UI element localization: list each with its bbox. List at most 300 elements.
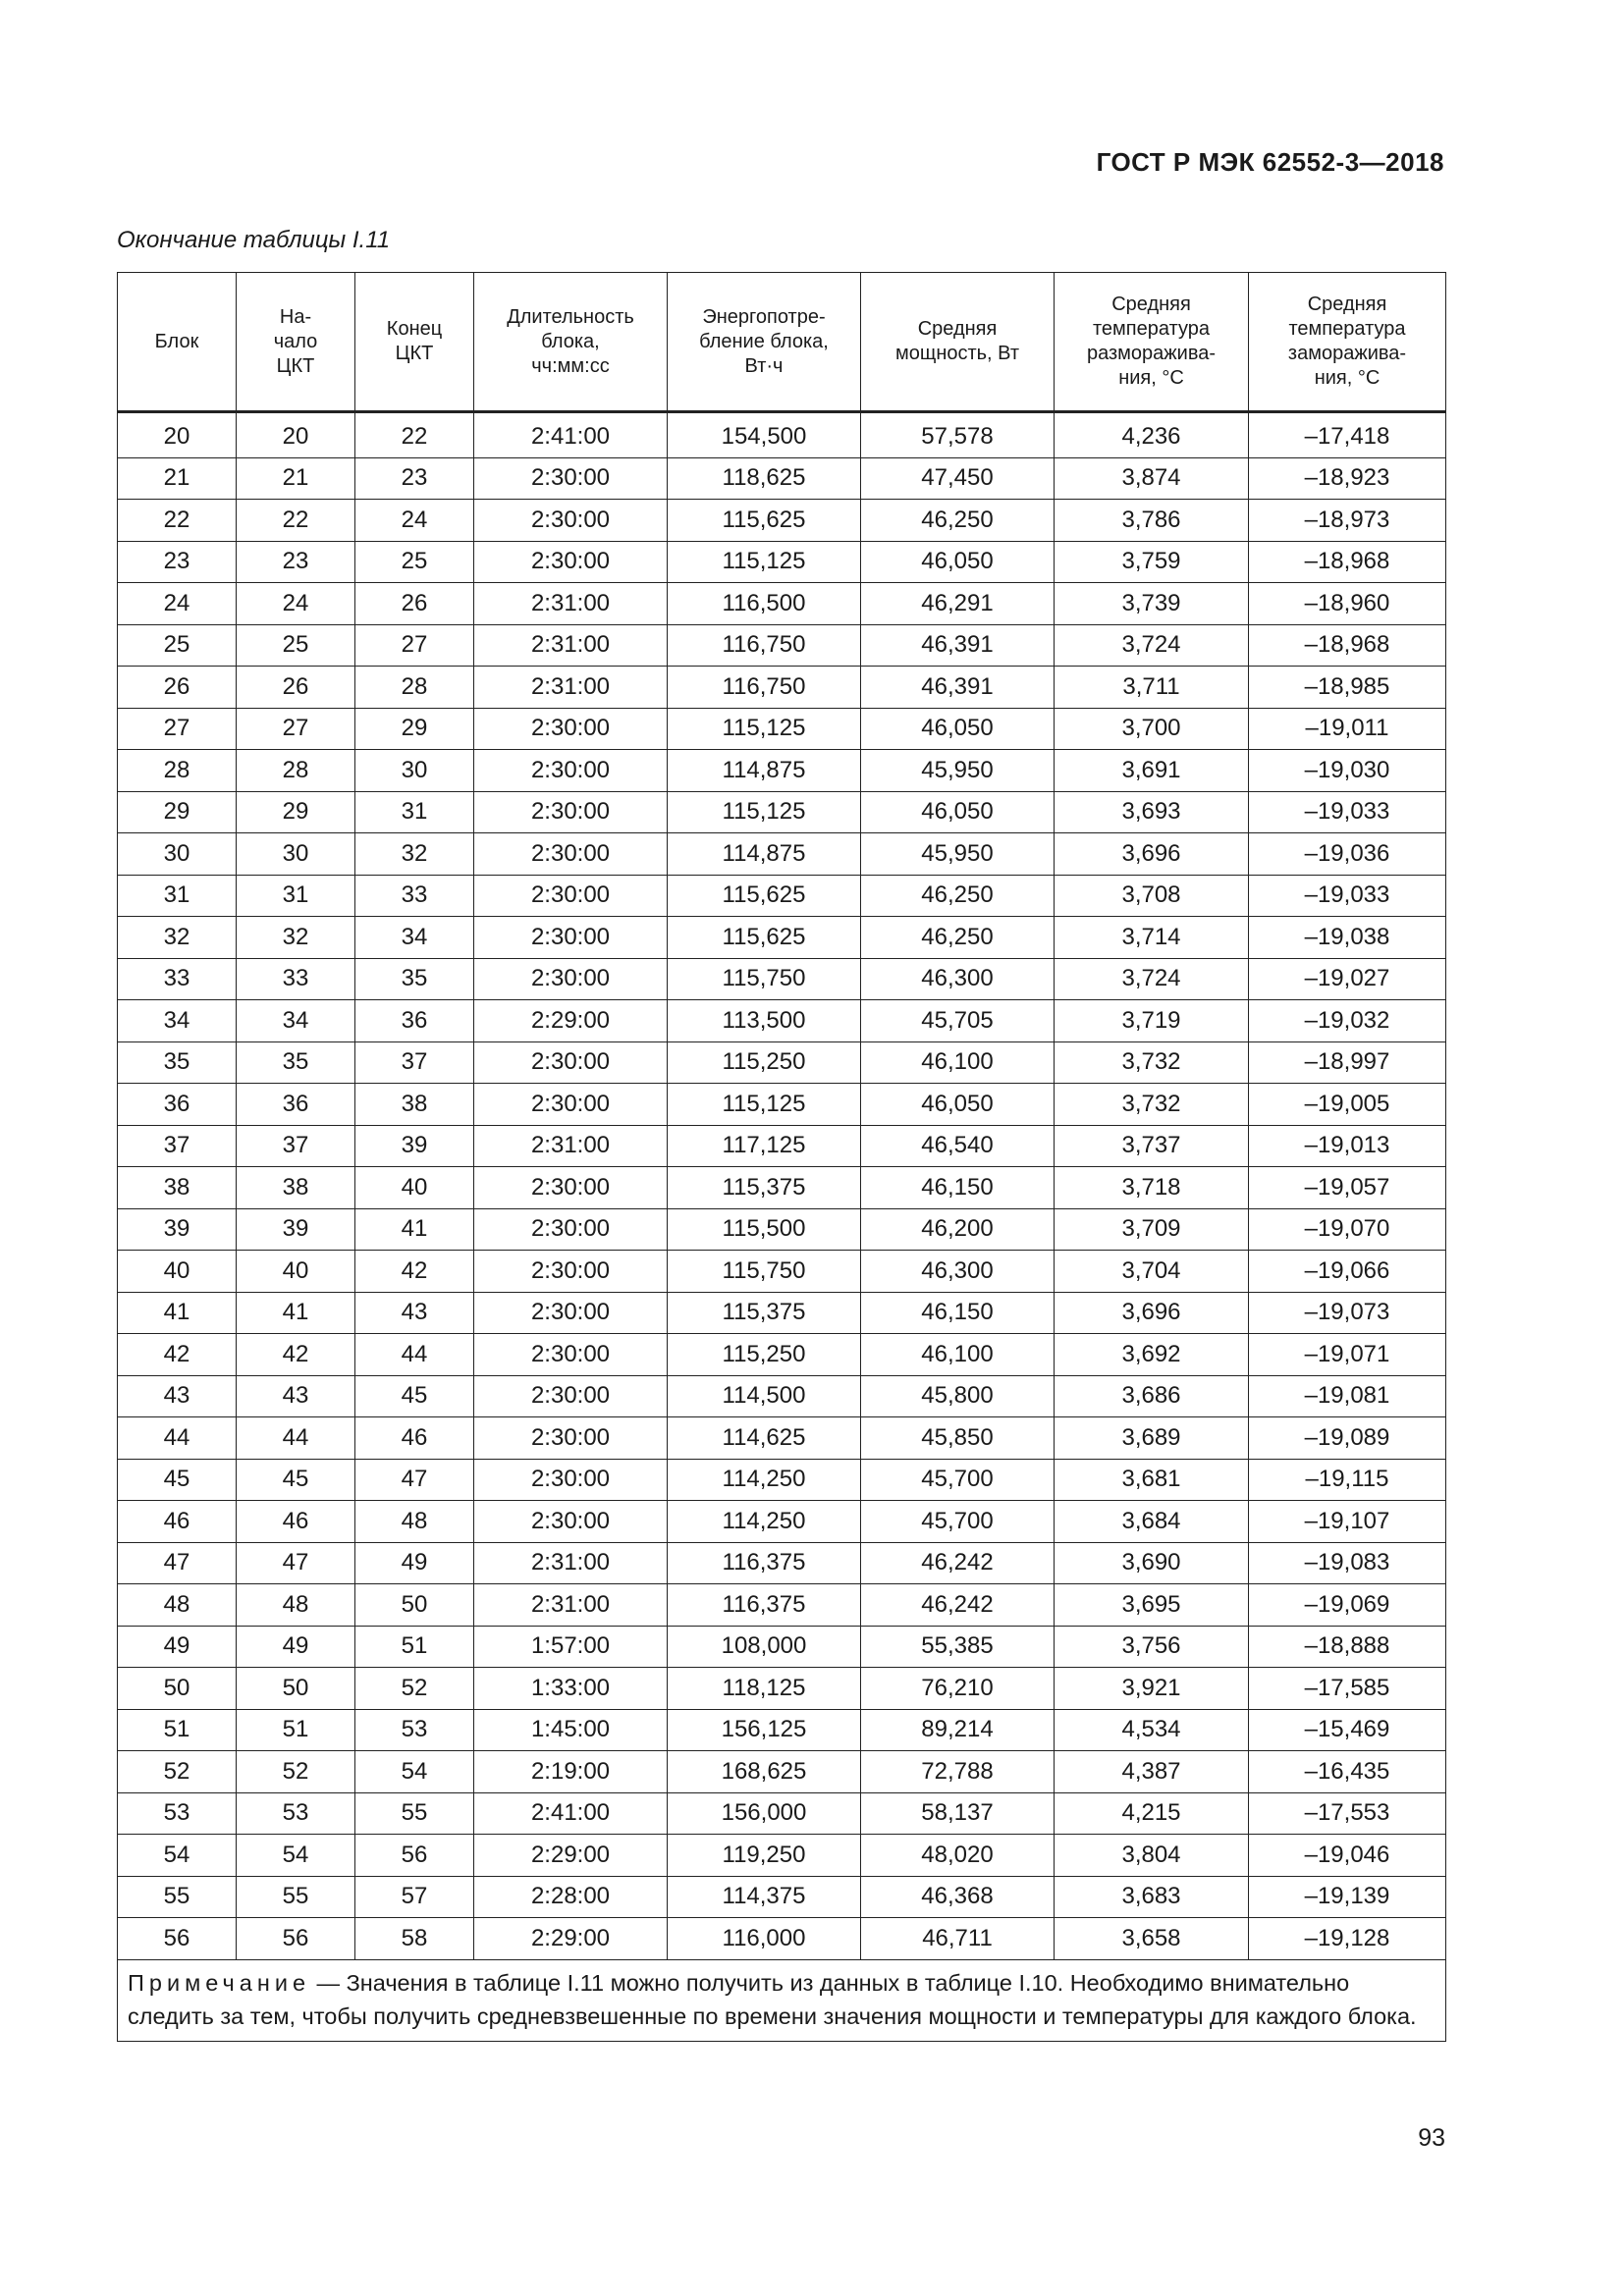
table-cell: 56 <box>355 1835 474 1877</box>
table-cell: 45 <box>118 1459 237 1501</box>
table-cell: 39 <box>118 1208 237 1251</box>
table-cell: 2:30:00 <box>474 708 668 750</box>
table-cell: 50 <box>237 1668 355 1710</box>
table-cell: 3,692 <box>1055 1334 1249 1376</box>
table-cell: 2:30:00 <box>474 1417 668 1460</box>
table-cell: 40 <box>118 1251 237 1293</box>
table-cell: 37 <box>355 1041 474 1084</box>
table-cell: 27 <box>355 624 474 667</box>
table-cell: 24 <box>118 583 237 625</box>
table-cell: 37 <box>118 1125 237 1167</box>
table-cell: 2:30:00 <box>474 457 668 500</box>
table-cell: 43 <box>355 1292 474 1334</box>
table-cell: 3,709 <box>1055 1208 1249 1251</box>
table-cell: 2:41:00 <box>474 412 668 458</box>
table-cell: 1:45:00 <box>474 1709 668 1751</box>
table-cell: 3,683 <box>1055 1876 1249 1918</box>
table-cell: –19,073 <box>1249 1292 1446 1334</box>
table-cell: –19,013 <box>1249 1125 1446 1167</box>
table-row <box>118 624 1446 667</box>
table-cell: 49 <box>237 1626 355 1668</box>
table-cell: 36 <box>355 1000 474 1042</box>
table-cell: 2:30:00 <box>474 1459 668 1501</box>
table-cell: 29 <box>355 708 474 750</box>
table-row <box>118 1751 1446 1793</box>
table-cell: 52 <box>237 1751 355 1793</box>
table-cell: 41 <box>355 1208 474 1251</box>
table-cell: 46,100 <box>861 1334 1055 1376</box>
table-cell: 51 <box>118 1709 237 1751</box>
table-row <box>118 750 1446 792</box>
table-cell: –18,973 <box>1249 500 1446 542</box>
table-cell: –19,030 <box>1249 750 1446 792</box>
table-cell: 3,739 <box>1055 583 1249 625</box>
table-cell: 52 <box>118 1751 237 1793</box>
table-cell: 50 <box>355 1584 474 1627</box>
table-cell: 2:30:00 <box>474 1292 668 1334</box>
table-cell: 39 <box>355 1125 474 1167</box>
table-cell: 33 <box>237 958 355 1000</box>
table-cell: 3,804 <box>1055 1835 1249 1877</box>
table-cell: 28 <box>355 667 474 709</box>
table-cell: 25 <box>118 624 237 667</box>
note-text: — Значения в таблице I.11 можно получить из данных в таблице I.10. Необходимо внимательно следить за тем, чтобы получить средневзвешенные по времени значения мощности и температуры для каждого блока. <box>128 1969 1417 2029</box>
table-row <box>118 1084 1446 1126</box>
table-cell: 115,625 <box>668 500 861 542</box>
table-cell: –17,553 <box>1249 1792 1446 1835</box>
table-header <box>118 273 1446 412</box>
table-cell: 40 <box>237 1251 355 1293</box>
table-cell: 56 <box>118 1918 237 1960</box>
table-cell: –19,083 <box>1249 1542 1446 1584</box>
table-row <box>118 791 1446 833</box>
table-cell: 45,800 <box>861 1375 1055 1417</box>
table-row <box>118 1375 1446 1417</box>
table-cell: 49 <box>118 1626 237 1668</box>
table-cell: 46,368 <box>861 1876 1055 1918</box>
table-cell: 2:31:00 <box>474 624 668 667</box>
table-cell: 115,625 <box>668 917 861 959</box>
table-cell: 57,578 <box>861 412 1055 458</box>
table-cell: 31 <box>237 875 355 917</box>
table-cell: 4,215 <box>1055 1792 1249 1835</box>
table-cell: 44 <box>118 1417 237 1460</box>
table-cell: 2:30:00 <box>474 875 668 917</box>
table-cell: 3,874 <box>1055 457 1249 500</box>
data-table <box>117 272 1446 2042</box>
note-row <box>118 1959 1446 2041</box>
table-row <box>118 958 1446 1000</box>
table-cell: 115,250 <box>668 1041 861 1084</box>
table-cell: 58,137 <box>861 1792 1055 1835</box>
table-row <box>118 583 1446 625</box>
table-cell: 24 <box>355 500 474 542</box>
table-cell: 57 <box>355 1876 474 1918</box>
table-cell: 3,732 <box>1055 1084 1249 1126</box>
table-cell: 3,756 <box>1055 1626 1249 1668</box>
table-row <box>118 875 1446 917</box>
table-row <box>118 708 1446 750</box>
table-cell: 42 <box>118 1334 237 1376</box>
table-cell: 22 <box>355 412 474 458</box>
table-cell: 29 <box>118 791 237 833</box>
table-cell: 115,250 <box>668 1334 861 1376</box>
table-row <box>118 1292 1446 1334</box>
table-cell: –18,985 <box>1249 667 1446 709</box>
table-cell: 23 <box>118 541 237 583</box>
table-cell: –18,997 <box>1249 1041 1446 1084</box>
table-row <box>118 457 1446 500</box>
table-row <box>118 1876 1446 1918</box>
table-cell: 35 <box>237 1041 355 1084</box>
table-caption: Окончание таблицы I.11 <box>117 227 391 253</box>
table-row <box>118 1835 1446 1877</box>
table-cell: 53 <box>237 1792 355 1835</box>
table-cell: –19,128 <box>1249 1918 1446 1960</box>
table-cell: 55 <box>118 1876 237 1918</box>
table-cell: 42 <box>237 1334 355 1376</box>
table-cell: 44 <box>355 1334 474 1376</box>
table-cell: 2:30:00 <box>474 1251 668 1293</box>
table-cell: 2:19:00 <box>474 1751 668 1793</box>
table-row <box>118 1208 1446 1251</box>
table-cell: 28 <box>118 750 237 792</box>
table-cell: 46,050 <box>861 1084 1055 1126</box>
table-cell: 33 <box>355 875 474 917</box>
table-cell: 3,759 <box>1055 541 1249 583</box>
table-cell: 115,125 <box>668 708 861 750</box>
table-cell: 3,737 <box>1055 1125 1249 1167</box>
table-cell: 168,625 <box>668 1751 861 1793</box>
table-row <box>118 1501 1446 1543</box>
table-cell: 2:30:00 <box>474 833 668 876</box>
table-cell: 3,691 <box>1055 750 1249 792</box>
table-cell: 31 <box>355 791 474 833</box>
table-cell: –19,027 <box>1249 958 1446 1000</box>
table-row <box>118 917 1446 959</box>
table-cell: 46,050 <box>861 791 1055 833</box>
table-cell: 3,658 <box>1055 1918 1249 1960</box>
table-cell: 24 <box>237 583 355 625</box>
table-cell: 4,534 <box>1055 1709 1249 1751</box>
table-cell: 34 <box>237 1000 355 1042</box>
table-cell: 38 <box>355 1084 474 1126</box>
table-cell: 3,696 <box>1055 833 1249 876</box>
table-cell: 108,000 <box>668 1626 861 1668</box>
table-cell: 46,250 <box>861 500 1055 542</box>
table-cell: 48 <box>355 1501 474 1543</box>
table-cell: 21 <box>237 457 355 500</box>
table-cell: 26 <box>355 583 474 625</box>
table-row <box>118 1459 1446 1501</box>
table-cell: 3,708 <box>1055 875 1249 917</box>
table-cell: 46,242 <box>861 1542 1055 1584</box>
table-cell: 2:30:00 <box>474 500 668 542</box>
table-body <box>118 412 1446 1960</box>
table-cell: –15,469 <box>1249 1709 1446 1751</box>
table-cell: 32 <box>355 833 474 876</box>
table-cell: 25 <box>237 624 355 667</box>
table-cell: 118,125 <box>668 1668 861 1710</box>
table-row <box>118 1542 1446 1584</box>
table-cell: –19,089 <box>1249 1417 1446 1460</box>
table-cell: 115,125 <box>668 1084 861 1126</box>
table-cell: 3,724 <box>1055 958 1249 1000</box>
table-cell: 1:33:00 <box>474 1668 668 1710</box>
table-cell: 3,693 <box>1055 791 1249 833</box>
table-cell: 46,050 <box>861 708 1055 750</box>
table-cell: 156,125 <box>668 1709 861 1751</box>
table-cell: 3,681 <box>1055 1459 1249 1501</box>
table-cell: 46,242 <box>861 1584 1055 1627</box>
table-cell: 3,700 <box>1055 708 1249 750</box>
table-cell: 2:30:00 <box>474 1167 668 1209</box>
table-cell: 32 <box>237 917 355 959</box>
table-cell: 46,391 <box>861 624 1055 667</box>
table-cell: –19,005 <box>1249 1084 1446 1126</box>
table-cell: 34 <box>118 1000 237 1042</box>
table-cell: 118,625 <box>668 457 861 500</box>
table-cell: –17,585 <box>1249 1668 1446 1710</box>
column-header: Конец ЦКТ <box>355 273 474 412</box>
table-cell: 46,291 <box>861 583 1055 625</box>
table-row <box>118 1251 1446 1293</box>
table-cell: 46,391 <box>861 667 1055 709</box>
table-cell: 46,200 <box>861 1208 1055 1251</box>
table-cell: –18,960 <box>1249 583 1446 625</box>
table-row <box>118 1125 1446 1167</box>
table-cell: 2:30:00 <box>474 1084 668 1126</box>
table-cell: 76,210 <box>861 1668 1055 1710</box>
table-cell: –19,066 <box>1249 1251 1446 1293</box>
table-cell: 51 <box>355 1626 474 1668</box>
table-cell: 35 <box>355 958 474 1000</box>
table-cell: 3,921 <box>1055 1668 1249 1710</box>
table-cell: 3,695 <box>1055 1584 1249 1627</box>
table-cell: 28 <box>237 750 355 792</box>
column-header: Блок <box>118 273 237 412</box>
table-cell: 114,875 <box>668 750 861 792</box>
table-cell: 30 <box>118 833 237 876</box>
table-cell: 46 <box>118 1501 237 1543</box>
table-row <box>118 1918 1446 1960</box>
table-cell: 46,100 <box>861 1041 1055 1084</box>
table-row <box>118 1334 1446 1376</box>
table-cell: –19,036 <box>1249 833 1446 876</box>
table-cell: 115,625 <box>668 875 861 917</box>
column-header: Средняя мощность, Вт <box>861 273 1055 412</box>
table-cell: 3,696 <box>1055 1292 1249 1334</box>
table-row <box>118 1167 1446 1209</box>
table-cell: 2:31:00 <box>474 1125 668 1167</box>
table-cell: 156,000 <box>668 1792 861 1835</box>
column-header: Энергопотре- бление блока, Вт·ч <box>668 273 861 412</box>
table-cell: 119,250 <box>668 1835 861 1877</box>
table-cell: 27 <box>237 708 355 750</box>
table-cell: 116,375 <box>668 1542 861 1584</box>
table-cell: 55 <box>355 1792 474 1835</box>
table-cell: –19,057 <box>1249 1167 1446 1209</box>
table-cell: 154,500 <box>668 412 861 458</box>
table-cell: 45,850 <box>861 1417 1055 1460</box>
table-cell: –19,139 <box>1249 1876 1446 1918</box>
table-cell: –19,115 <box>1249 1459 1446 1501</box>
table-cell: –19,011 <box>1249 708 1446 750</box>
table-cell: 37 <box>237 1125 355 1167</box>
document-header: ГОСТ Р МЭК 62552-3—2018 <box>1096 147 1444 177</box>
table-row <box>118 1668 1446 1710</box>
table-cell: 3,686 <box>1055 1375 1249 1417</box>
table-cell: –19,032 <box>1249 1000 1446 1042</box>
table-note <box>118 1959 1446 2041</box>
table-cell: 45,700 <box>861 1501 1055 1543</box>
table-cell: 115,375 <box>668 1167 861 1209</box>
table-cell: 55 <box>237 1876 355 1918</box>
table-cell: 23 <box>355 457 474 500</box>
table-cell: 20 <box>237 412 355 458</box>
table-cell: 48 <box>118 1584 237 1627</box>
table-cell: 1:57:00 <box>474 1626 668 1668</box>
table-cell: 26 <box>118 667 237 709</box>
table-cell: 2:30:00 <box>474 541 668 583</box>
table-cell: 46,711 <box>861 1918 1055 1960</box>
table-cell: –18,968 <box>1249 541 1446 583</box>
table-row <box>118 1626 1446 1668</box>
table-cell: 36 <box>237 1084 355 1126</box>
table-cell: 2:30:00 <box>474 1041 668 1084</box>
table-cell: 2:30:00 <box>474 1375 668 1417</box>
table-cell: 46,050 <box>861 541 1055 583</box>
table-cell: 115,500 <box>668 1208 861 1251</box>
table-row <box>118 1417 1446 1460</box>
table-cell: 43 <box>118 1375 237 1417</box>
table-cell: 33 <box>118 958 237 1000</box>
table-cell: 30 <box>237 833 355 876</box>
table-row <box>118 412 1446 458</box>
table-cell: –16,435 <box>1249 1751 1446 1793</box>
table-cell: 40 <box>355 1167 474 1209</box>
table-cell: 45,705 <box>861 1000 1055 1042</box>
table-cell: 35 <box>118 1041 237 1084</box>
table-cell: –18,923 <box>1249 457 1446 500</box>
table-cell: 27 <box>118 708 237 750</box>
table-cell: 114,375 <box>668 1876 861 1918</box>
table-cell: 115,125 <box>668 541 861 583</box>
table-cell: 3,718 <box>1055 1167 1249 1209</box>
table-cell: 55,385 <box>861 1626 1055 1668</box>
table-cell: 116,375 <box>668 1584 861 1627</box>
table-cell: 2:30:00 <box>474 791 668 833</box>
table-cell: 2:41:00 <box>474 1792 668 1835</box>
table-row <box>118 500 1446 542</box>
table-cell: 52 <box>355 1668 474 1710</box>
table-row <box>118 1709 1446 1751</box>
table-cell: 38 <box>237 1167 355 1209</box>
table-cell: 21 <box>118 457 237 500</box>
table-cell: –19,071 <box>1249 1334 1446 1376</box>
table-cell: 46,150 <box>861 1167 1055 1209</box>
table-cell: 114,875 <box>668 833 861 876</box>
table-cell: 56 <box>237 1918 355 1960</box>
table-cell: 23 <box>237 541 355 583</box>
table-row <box>118 1584 1446 1627</box>
table-row <box>118 1000 1446 1042</box>
table-cell: 46,250 <box>861 875 1055 917</box>
table-cell: 2:31:00 <box>474 667 668 709</box>
table-cell: –17,418 <box>1249 412 1446 458</box>
table-cell: 4,236 <box>1055 412 1249 458</box>
table-cell: 116,500 <box>668 583 861 625</box>
table-cell: 3,719 <box>1055 1000 1249 1042</box>
table-cell: –19,069 <box>1249 1584 1446 1627</box>
table-row <box>118 833 1446 876</box>
table-cell: 2:30:00 <box>474 1334 668 1376</box>
table-cell: 3,690 <box>1055 1542 1249 1584</box>
table-cell: 46,150 <box>861 1292 1055 1334</box>
table-cell: 3,684 <box>1055 1501 1249 1543</box>
table-cell: 45,700 <box>861 1459 1055 1501</box>
table-cell: –19,107 <box>1249 1501 1446 1543</box>
table-cell: 50 <box>118 1668 237 1710</box>
table-cell: –19,033 <box>1249 791 1446 833</box>
column-header: Средняя температура заморажива- ния, °C <box>1249 273 1446 412</box>
table-cell: 2:30:00 <box>474 958 668 1000</box>
table-cell: 114,625 <box>668 1417 861 1460</box>
table-cell: 32 <box>118 917 237 959</box>
table-cell: 45 <box>355 1375 474 1417</box>
table-cell: 36 <box>118 1084 237 1126</box>
table-cell: 2:29:00 <box>474 1918 668 1960</box>
table-cell: 115,750 <box>668 1251 861 1293</box>
table-cell: 31 <box>118 875 237 917</box>
table-cell: –19,046 <box>1249 1835 1446 1877</box>
table-cell: 54 <box>118 1835 237 1877</box>
table-cell: 3,732 <box>1055 1041 1249 1084</box>
table-row <box>118 667 1446 709</box>
table-cell: 3,689 <box>1055 1417 1249 1460</box>
table-row <box>118 1041 1446 1084</box>
table-cell: 39 <box>237 1208 355 1251</box>
note-label: Примечание <box>128 1969 311 1996</box>
table-cell: 46,300 <box>861 1251 1055 1293</box>
table-cell: 45,950 <box>861 750 1055 792</box>
table-cell: 48,020 <box>861 1835 1055 1877</box>
table-cell: 116,000 <box>668 1918 861 1960</box>
table-cell: 45 <box>237 1459 355 1501</box>
table-cell: –18,968 <box>1249 624 1446 667</box>
table-cell: 29 <box>237 791 355 833</box>
table-cell: 114,250 <box>668 1459 861 1501</box>
table-cell: 2:29:00 <box>474 1835 668 1877</box>
table-cell: 2:30:00 <box>474 917 668 959</box>
table-cell: 116,750 <box>668 667 861 709</box>
table-cell: 49 <box>355 1542 474 1584</box>
table-cell: 114,500 <box>668 1375 861 1417</box>
table-cell: 115,375 <box>668 1292 861 1334</box>
table-cell: –19,038 <box>1249 917 1446 959</box>
table-cell: 114,250 <box>668 1501 861 1543</box>
table-cell: 47,450 <box>861 457 1055 500</box>
table-cell: 51 <box>237 1709 355 1751</box>
table-cell: 4,387 <box>1055 1751 1249 1793</box>
table-cell: 46,540 <box>861 1125 1055 1167</box>
table-cell: 3,724 <box>1055 624 1249 667</box>
table-cell: 46,250 <box>861 917 1055 959</box>
table-cell: –19,070 <box>1249 1208 1446 1251</box>
table-row <box>118 541 1446 583</box>
table-cell: 47 <box>237 1542 355 1584</box>
table-cell: 47 <box>118 1542 237 1584</box>
